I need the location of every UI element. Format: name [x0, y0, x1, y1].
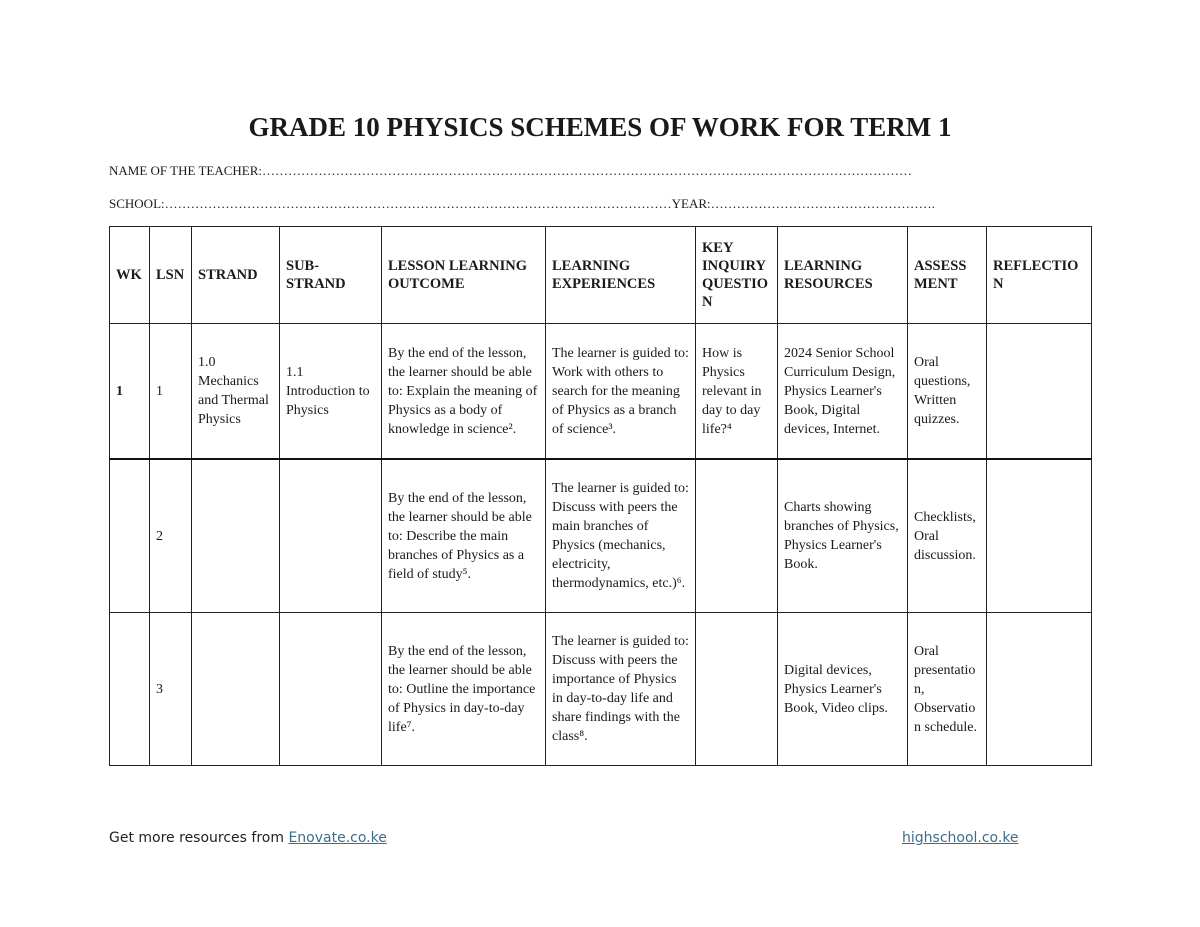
col-header-strand: STRAND: [192, 227, 280, 324]
cell-sub-strand: [280, 459, 382, 613]
cell-assessment: Checklists, Oral discussion.: [908, 459, 987, 613]
table-row: [110, 613, 1092, 766]
cell-reflection: [987, 459, 1092, 613]
cell-assessment: Oral questions, Written quizzes.: [908, 324, 987, 460]
cell-lsn: 1: [150, 324, 192, 460]
cell-assessment: Oral presentation, Observation schedule.: [908, 613, 987, 766]
school-year-line: SCHOOL:………………………………………………………………………………………………………YEAR:…………………………………………….: [109, 196, 935, 211]
cell-resources: Charts showing branches of Physics, Physics Learner's Book.: [778, 459, 908, 613]
teacher-name-line: NAME OF THE TEACHER:……………………………………………………………………………………………………………………………………: [109, 163, 912, 178]
table-row: [110, 324, 1092, 460]
page-title: GRADE 10 PHYSICS SCHEMES OF WORK FOR TERM 1: [248, 112, 952, 142]
col-header-assessment: ASSESSMENT: [908, 227, 987, 324]
cell-resources: Digital devices, Physics Learner's Book, Video clips.: [778, 613, 908, 766]
cell-resources: 2024 Senior School Curriculum Design, Physics Learner's Book, Digital devices, Internet.: [778, 324, 908, 460]
cell-wk: [110, 613, 150, 766]
cell-sub-strand: 1.1 Introduction to Physics: [280, 324, 382, 460]
cell-key-question: [696, 459, 778, 613]
footer-prefix: Get more resources from: [109, 830, 289, 846]
col-header-sub-strand: SUB-STRAND: [280, 227, 382, 324]
highschool-link[interactable]: highschool.co.ke: [902, 830, 1019, 846]
cell-outcome: By the end of the lesson, the learner should be able to: Explain the meaning of Physics as a body of knowledge in science².: [382, 324, 546, 460]
footer-resources: [109, 830, 387, 846]
header-row: [110, 227, 1092, 324]
cell-strand: [192, 459, 280, 613]
cell-key-question: How is Physics relevant in day to day life?⁴: [696, 324, 778, 460]
cell-strand: [192, 613, 280, 766]
cell-experiences: The learner is guided to: Discuss with peers the main branches of Physics (mechanics, electricity, thermodynamics, etc.)⁶.: [546, 459, 696, 613]
col-header-reflection: REFLECTION: [987, 227, 1092, 324]
col-header-experiences: LEARNING EXPERIENCES: [546, 227, 696, 324]
cell-outcome: By the end of the lesson, the learner should be able to: Describe the main branches of Physics as a field of study⁵.: [382, 459, 546, 613]
cell-sub-strand: [280, 613, 382, 766]
cell-strand: 1.0 Mechanics and Thermal Physics: [192, 324, 280, 460]
cell-experiences: The learner is guided to: Discuss with peers the importance of Physics in day-to-day life and share findings with the class⁸.: [546, 613, 696, 766]
cell-lsn: 2: [150, 459, 192, 613]
scheme-of-work-table: [109, 226, 1092, 766]
col-header-wk: WK: [110, 227, 150, 324]
cell-experiences: The learner is guided to: Work with others to search for the meaning of Physics as a branch of science³.: [546, 324, 696, 460]
table-row: [110, 459, 1092, 613]
col-header-resources: LEARNING RESOURCES: [778, 227, 908, 324]
cell-reflection: [987, 324, 1092, 460]
cell-lsn: 3: [150, 613, 192, 766]
cell-reflection: [987, 613, 1092, 766]
cell-key-question: [696, 613, 778, 766]
footer-highschool: [902, 830, 1019, 846]
cell-wk: [110, 459, 150, 613]
cell-outcome: By the end of the lesson, the learner should be able to: Outline the importance of Physics in day-to-day life⁷.: [382, 613, 546, 766]
col-header-key-question: KEY INQUIRY QUESTION: [696, 227, 778, 324]
enovate-link[interactable]: Enovate.co.ke: [288, 830, 387, 846]
col-header-lsn: LSN: [150, 227, 192, 324]
col-header-outcome: LESSON LEARNING OUTCOME: [382, 227, 546, 324]
cell-wk: 1: [110, 324, 150, 460]
